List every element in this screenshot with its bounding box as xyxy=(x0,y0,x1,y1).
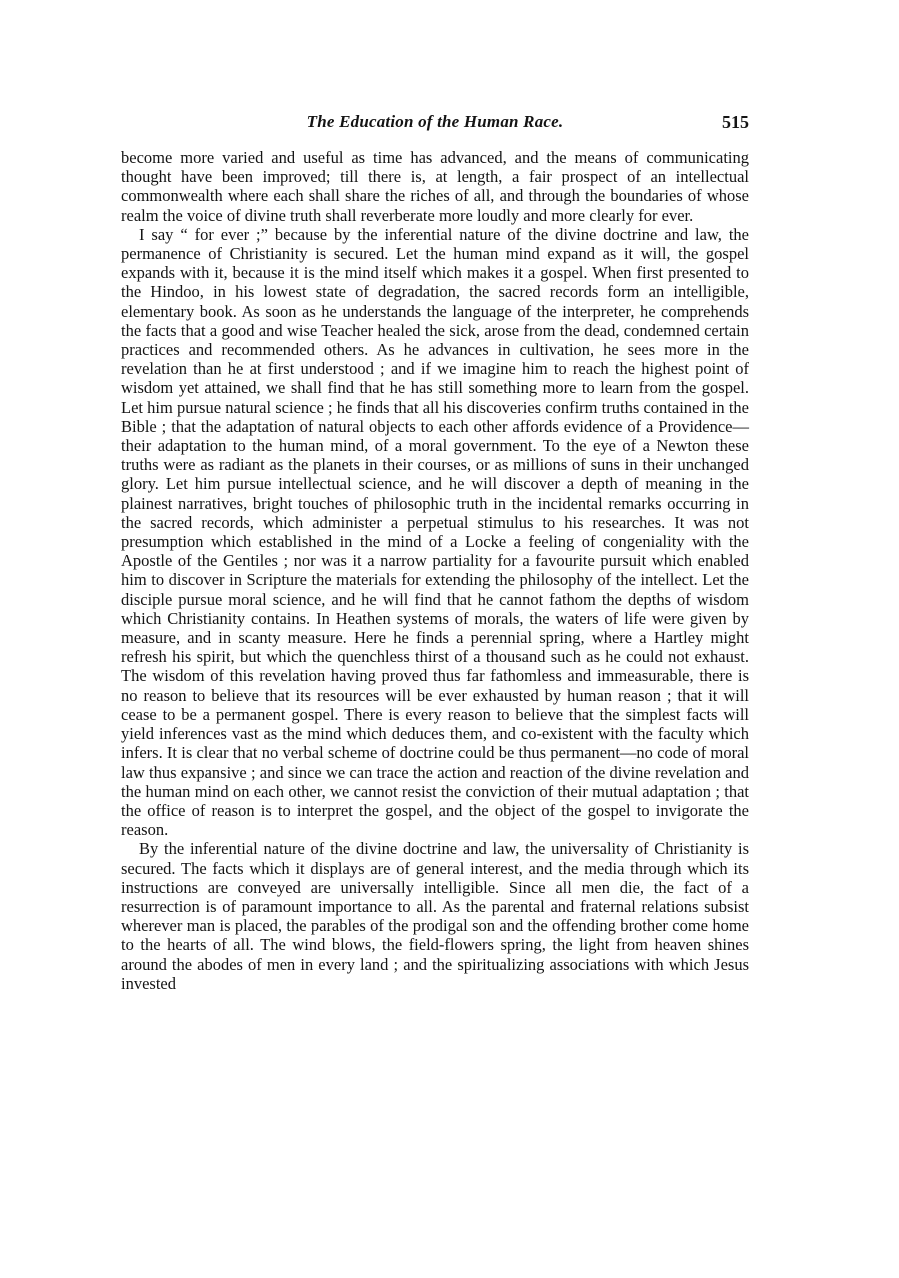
page-header xyxy=(121,112,749,142)
page-number: 515 xyxy=(722,112,749,132)
paragraph-universality: By the inferential nature of the divine doctrine and law, the universality of Christianity is secured. The facts which it displays are of general interest, and the media through which its instructions are conveyed are universally intelligible. Since all men die, the fact of a resurrection is of paramount importance to all. As the parental and fraternal relations subsist wherever man is placed, the parables of the prodigal son and the offending brother come home to the hearts of all. The wind blows, the field-flowers spring, the light from heaven shines around the abodes of men in every land ; and the spiritualizing associations with which Jesus invested xyxy=(121,839,749,993)
paragraph-continuation: become more varied and useful as time has advanced, and the means of communicating thought have been improved; till there is, at length, a fair prospect of an intellectual commonwealth where each shall share the riches of all, and through the boundaries of whose realm the voice of divine truth shall reverberate more loudly and more clearly for ever. xyxy=(121,148,749,225)
running-title: The Education of the Human Race. xyxy=(306,112,564,131)
body-text xyxy=(121,148,749,993)
paragraph-permanence: I say “ for ever ;” because by the inferential nature of the divine doctrine and law, the permanence of Christianity is secured. Let the human mind expand as it will, the gospel expands with it, because it is the mind itself which makes it a gospel. When first presented to the Hindoo, in his lowest state of degradation, the sacred records form an intelligible, elementary book. As soon as he understands the language of the interpreter, he comprehends the facts that a good and wise Teacher healed the sick, arose from the dead, condemned certain practices and recommended others. As he advances in cultivation, he sees more in the revelation than he at first understood ; and if we imagine him to reach the highest point of wisdom yet attained, we shall find that he has still something more to learn from the gospel. Let him pursue natural science ; he finds that all his discoveries confirm truths contained in the Bible ; that the adaptation of natural objects to each other affords evidence of a Providence—their adaptation to the human mind, of a moral government. To the eye of a Newton these truths were as radiant as the planets in their courses, or as millions of suns in their unchanged glory. Let him pursue intellectual science, and he will discover a depth of meaning in the plainest narratives, bright touches of philosophic truth in the incidental remarks occurring in the sacred records, which administer a perpetual stimulus to his researches. It was not presumption which established in the mind of a Locke a feeling of congeniality with the Apostle of the Gentiles ; nor was it a narrow partiality for a favourite pursuit which enabled him to discover in Scripture the materials for extending the philosophy of the intellect. Let the disciple pursue moral science, and he will find that he cannot fathom the depths of wisdom which Christianity contains. In Heathen systems of morals, the waters of life were given by measure, and in scanty measure. Here he finds a perennial spring, where a Hartley might refresh his spirit, but which the quenchless thirst of a thousand such as he could not exhaust. The wisdom of this revelation having proved thus far fathomless and immeasurable, there is no reason to believe that its resources will be ever exhausted by human reason ; that it will cease to be a permanent gospel. There is every reason to believe that the simplest facts will yield inferences vast as the mind which deduces them, and co-existent with the faculty which infers. It is clear that no verbal scheme of doctrine could be thus permanent—no code of moral law thus expansive ; and since we can trace the action and reaction of the divine revelation and the human mind on each other, we cannot resist the conviction of their mutual adaptation ; that the office of reason is to interpret the gospel, and the object of the gospel to invigorate the reason. xyxy=(121,224,749,840)
